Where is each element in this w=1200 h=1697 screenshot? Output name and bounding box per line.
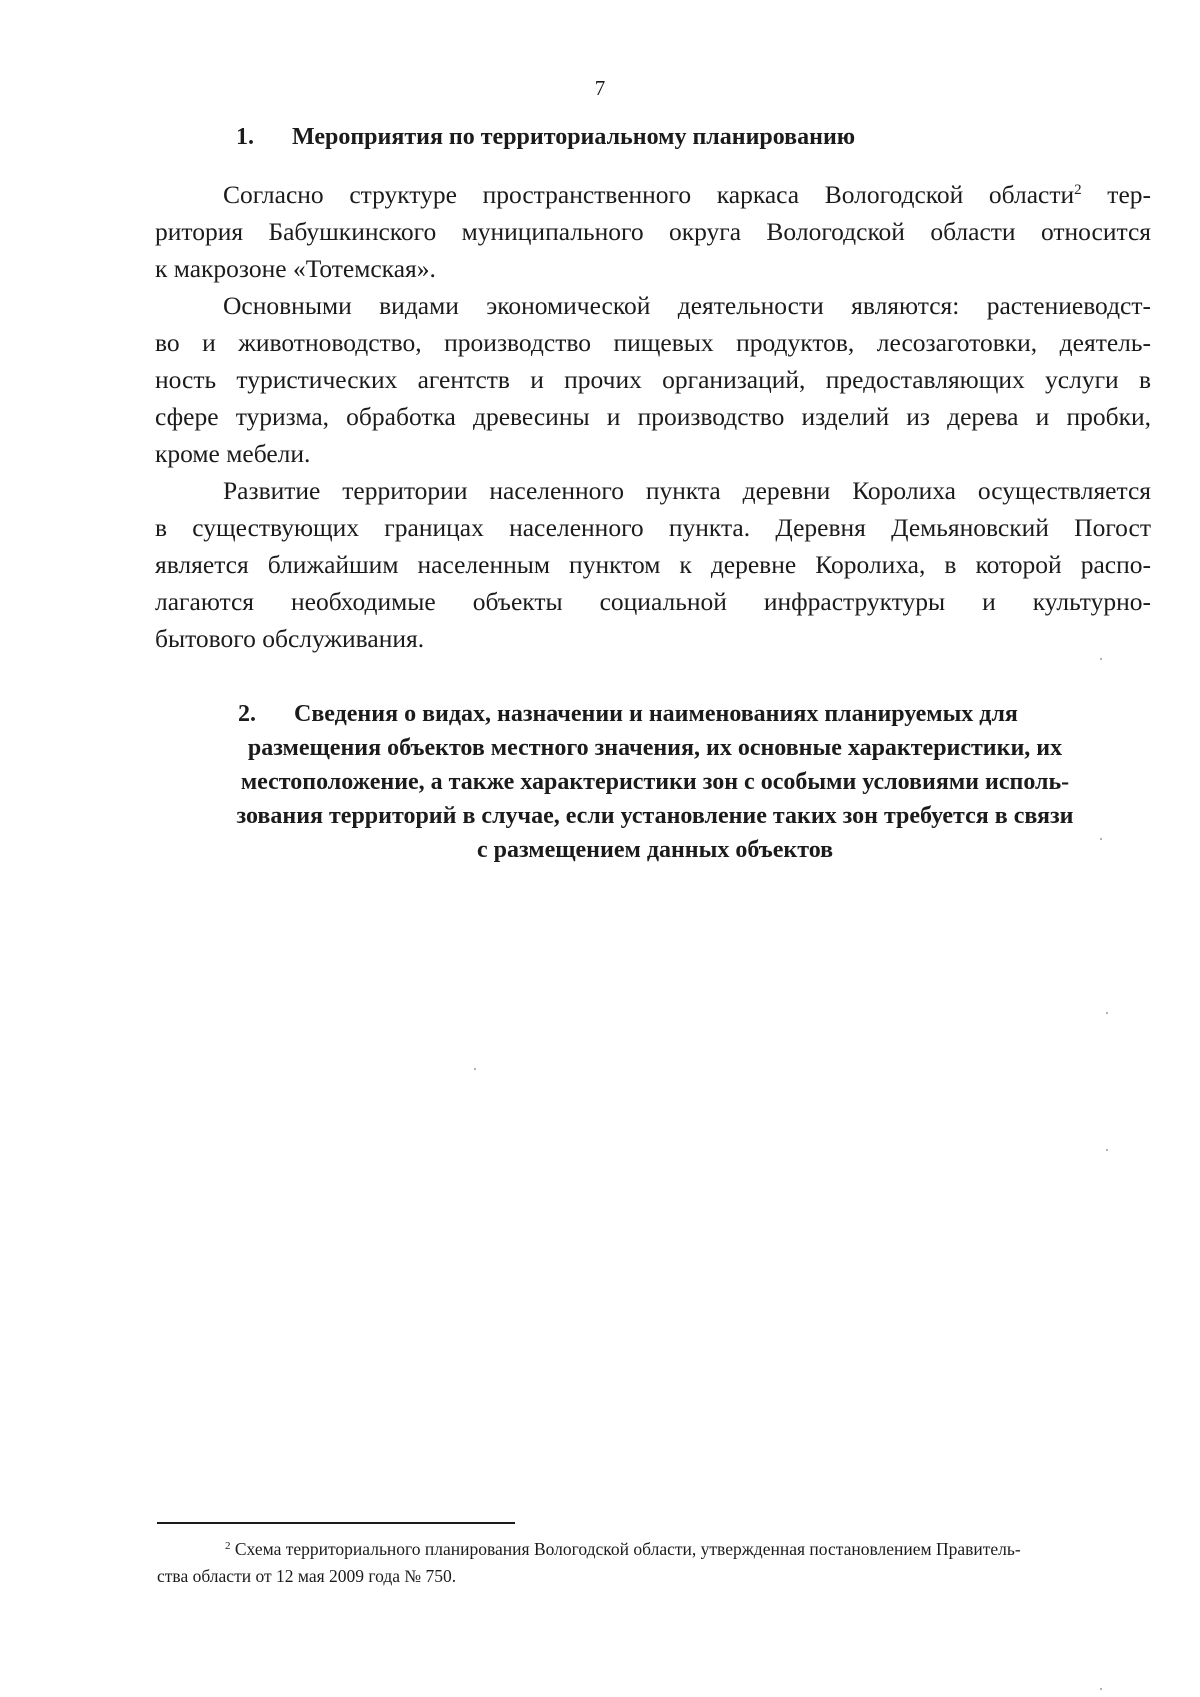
paragraph-3-line-2: в существующих границах населенного пункта. Деревня Демьяновский Погост (155, 513, 1151, 542)
paragraph-2-line-5: кроме мебели. (155, 439, 311, 468)
section-1-title: Мероприятия по территориальному планированию (292, 124, 856, 150)
paragraph-2-line-2: во и животноводство, производство пищевых продуктов, лесозаготовки, деятель- (155, 328, 1151, 357)
paragraph-2-line-4: сфере туризма, обработка древесины и производство изделий из дерева и пробки, (155, 402, 1151, 431)
section-1-heading (236, 124, 855, 151)
scan-speck (1100, 838, 1102, 840)
paragraph-2-line-3: ность туристических агентств и прочих организаций, предоставляющих услуги в (155, 365, 1151, 394)
scan-speck (1106, 1012, 1108, 1014)
scan-speck (474, 1068, 476, 1070)
scan-speck (1100, 658, 1102, 660)
section-2-heading-line-2: размещения объектов местного значения, их основные характеристики, их (247, 735, 1063, 761)
section-2-heading (160, 697, 1150, 867)
section-1-number: 1. (236, 124, 254, 150)
section-2-heading-line-4: зования территорий в случае, если установление таких зон требуется в связи (236, 803, 1074, 829)
footnote-line-2: ства области от 12 мая 2009 года № 750. (157, 1566, 457, 1586)
footnote-marker: 2 (225, 1540, 231, 1552)
paragraph-1-line-3: к макрозоне «Тотемская». (155, 254, 436, 283)
footnote-line-1: $^2$ Схема территориального планирования Вологодской области, утвержденная постановлением Правитель- (225, 1539, 1021, 1559)
paragraph-3-line-4: лагаются необходимые объекты социальной инфраструктуры и культурно- (155, 587, 1151, 616)
section-2-heading-line-1: 2. Сведения о видах, назначении и наименованиях планируемых для (160, 697, 1150, 731)
section-2-number: 2. (238, 701, 256, 727)
paragraph-3-line-1: Развитие территории населенного пункта деревни Королиха осуществляется (223, 476, 1151, 505)
footnote-separator (157, 1522, 515, 1524)
footnote-reference: 2 (1074, 182, 1082, 198)
paragraph-3 (155, 472, 1151, 657)
page-number: 7 (594, 76, 606, 100)
section-2-heading-line-3: местоположение, а также характеристики зон с особыми условиями исполь- (240, 769, 1070, 795)
paragraph-2-line-1: Основными видами экономической деятельности являются: растениеводст- (223, 291, 1151, 320)
paragraph-2 (155, 287, 1151, 472)
footnote (157, 1536, 1151, 1590)
paragraph-3-line-3: является ближайшим населенным пунктом к деревне Королиха, в которой распо- (155, 550, 1151, 579)
paragraph-3-line-5: бытового обслуживания. (155, 624, 425, 653)
paragraph-1 (155, 176, 1151, 287)
section-2-heading-line-5: с размещением данных объектов (476, 837, 834, 863)
scan-speck (1100, 1688, 1102, 1690)
paragraph-1-line-1: Согласно структуре пространственного каркаса Вологодской области$^2$ тер- (223, 180, 1152, 209)
paragraph-1-line-2: ритория Бабушкинского муниципального округа Вологодской области относится (155, 217, 1151, 246)
scan-speck (1106, 1149, 1108, 1151)
